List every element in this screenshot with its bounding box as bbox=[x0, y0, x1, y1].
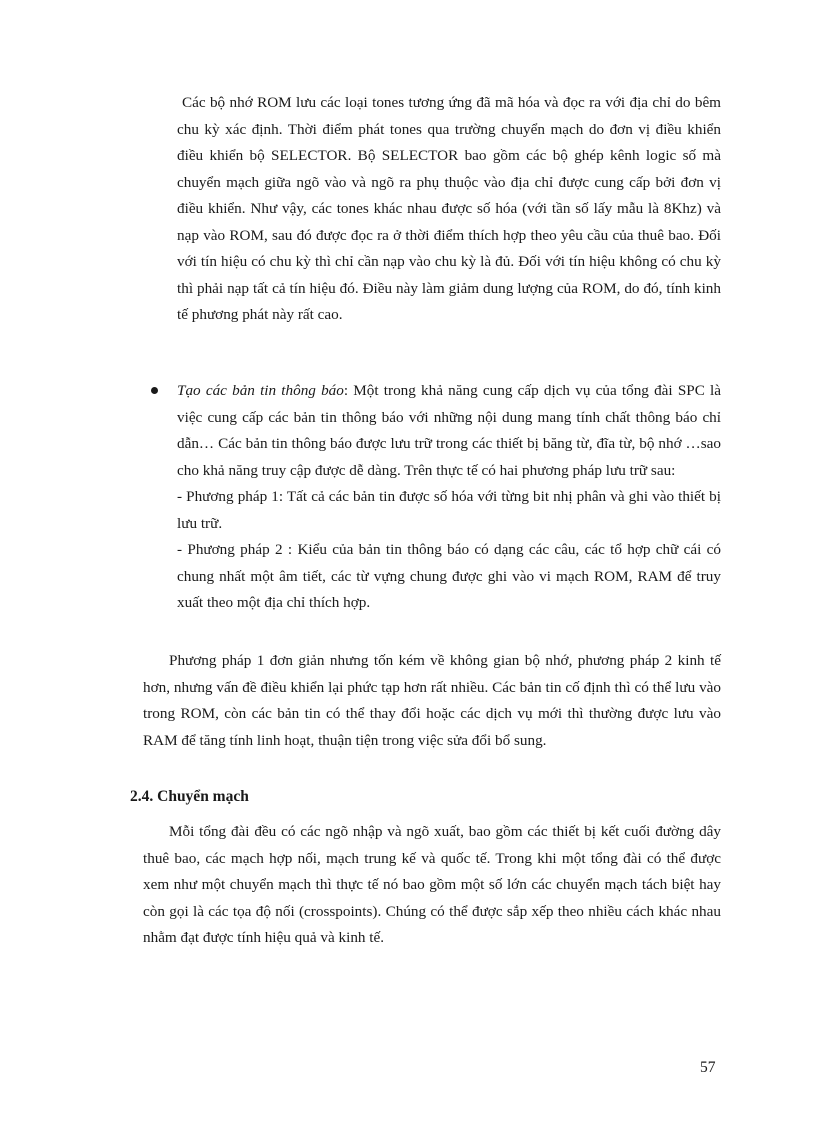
bullet-lead-in: Tạo các bản tin thông báo bbox=[177, 382, 344, 399]
method-1-text: - Phương pháp 1: Tất cả các bản tin được số hóa với từng bit nhị phân và ghi vào thiết bị lưu trữ. bbox=[177, 488, 721, 532]
bullet-intro bbox=[177, 378, 721, 484]
methods-comparison-paragraph: Phương pháp 1 đơn giản nhưng tốn kém về không gian bộ nhớ, phương pháp 2 kinh tế hơn, nhưng vấn đề điều khiển lại phức tạp hơn rất nhiều. Các bản tin cố định thì có thể lưu vào trong ROM, còn các bản tin có thể thay đổi hoặc các dịch vụ mới thì thường được lưu vào RAM để tăng tính linh hoạt, thuận tiện trong việc sửa đổi bổ sung. bbox=[143, 652, 721, 749]
section-heading: 2.4. Chuyển mạch bbox=[130, 788, 249, 805]
bullet-text: : Một trong khả năng cung cấp dịch vụ của tổng đài SPC là việc cung cấp các bản tin thông báo với những nội dung mang tính chất thông báo chỉ dẫn… Các bản tin thông báo được lưu trữ trong các thiết bị băng từ, đĩa từ, bộ nhớ …sao cho khả năng truy cập được dễ dàng. Trên thực tế có hai phương pháp lưu trữ sau: bbox=[177, 382, 721, 479]
switching-paragraph: Mỗi tổng đài đều có các ngõ nhập và ngõ xuất, bao gồm các thiết bị kết cuối đường dây thuê bao, các mạch hợp nối, mạch trung kế và quốc tế. Trong khi một tổng đài có thể được xem như một chuyển mạch thì thực tế nó bao gồm một số lớn các chuyển mạch tách biệt hay còn gọi là các tọa độ nối (crosspoints). Chúng có thể được sắp xếp theo nhiều cách khác nhau nhằm đạt được tính hiệu quả và kinh tế. bbox=[143, 823, 721, 946]
announcement-bullet-item bbox=[177, 378, 721, 617]
rom-tones-paragraph: Các bộ nhớ ROM lưu các loại tones tương ứng đã mã hóa và đọc ra với địa chỉ do bêm chu kỳ xác định. Thời điểm phát tones qua trường chuyển mạch do đơn vị điều khiển điều khiển bộ SELECTOR. Bộ SELECTOR bao gồm các bộ ghép kênh logic số mà chuyển mạch giữa ngõ vào và ngõ ra phụ thuộc vào địa chỉ được cung cấp bởi đơn vị điều khiển. Như vậy, các tones khác nhau được số hóa (với tần số lấy mẫu là 8Khz) và nạp vào ROM, sau đó được đọc ra ở thời điểm thích hợp theo yêu cầu của thuê bao. Đối với tín hiệu có chu kỳ thì chỉ cần nạp vào chu kỳ là đủ. Đối với tín hiệu không có chu kỳ thì phải nạp tất cả tín hiệu đó. Điều này làm giảm dung lượng của ROM, do đó, tính kinh tế phương phát này rất cao. bbox=[177, 94, 721, 323]
bullet-icon bbox=[151, 387, 158, 394]
page-number: 57 bbox=[700, 1059, 716, 1076]
method-2-text: - Phương pháp 2 : Kiểu của bản tin thông báo có dạng các câu, các tổ hợp chữ cái có chung nhất một âm tiết, các từ vựng chung được ghi vào vi mạch ROM, RAM để truy xuất theo một địa chỉ thích hợp. bbox=[177, 541, 721, 611]
